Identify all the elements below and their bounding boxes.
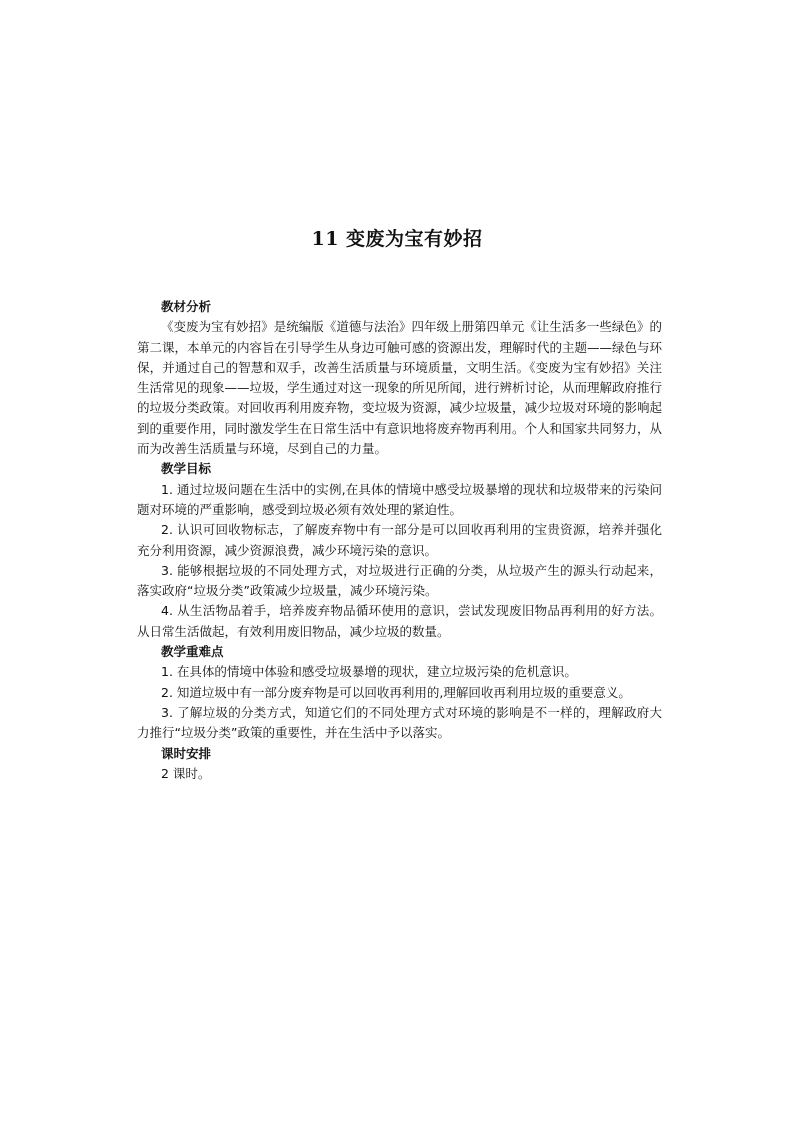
paragraph: 2 课时。 bbox=[161, 765, 211, 781]
section-textbook-analysis bbox=[137, 297, 662, 459]
paragraph: 4. 从生活物品着手，培养废弃物品循环使用的意识，尝试发现废旧物品再利用的好方法。从日常生活做起，有效利用废旧物品，减少垃圾的数量。 bbox=[137, 603, 662, 639]
section-heading: 课时安排 bbox=[161, 745, 212, 761]
paragraph: 2. 认识可回收物标志，了解废弃物中有一部分是可以回收再利用的宝贵资源，培养并强化充分利用资源，减少资源浪费，减少环境污染的意识。 bbox=[137, 522, 662, 558]
paragraph: 3. 了解垃圾的分类方式，知道它们的不同处理方式对环境的影响是不一样的，理解政府大力推行“垃圾分类”政策的重要性，并在生活中予以落实。 bbox=[137, 704, 662, 741]
section-key-difficulties bbox=[137, 642, 662, 743]
paragraph: 《变废为宝有妙招》是统编版《道德与法治》四年级上册第四单元《让生活多一些绿色》的第二课，本单元的内容旨在引导学生从身边可触可感的资源出发，理解时代的主题——绿色与环保，并通过自己的智慧和双手，改善生活质量与环境质量，文明生活。《变废为宝有妙招》关注生活常见的现象——垃圾，学生通过对这一现象的所见所闻，进行辨析讨论，从而理解政府推行的垃圾分类政策。对回收再利用废弃物，变垃圾为资源，减少垃圾量，减少垃圾对环境的影响起到的重要作用，同时激发学生在日常生活中有意识地将废弃物再利用。个人和国家共同努力，从而为改善生活质量与环境，尽到自己的力量。 bbox=[137, 319, 663, 457]
paragraph: 1. 通过垃圾问题在生活中的实例,在具体的情境中感受垃圾暴增的现状和垃圾带来的污染问题对环境的严重影响，感受到垃圾必须有效处理的紧迫性。 bbox=[137, 481, 662, 517]
section-heading: 教材分析 bbox=[161, 299, 212, 314]
document-title: 11 变废为宝有妙招 bbox=[311, 228, 483, 250]
section-teaching-goals bbox=[137, 459, 662, 642]
paragraph: 1. 在具体的情境中体验和感受垃圾暴增的现状，建立垃圾污染的危机意识。 bbox=[161, 664, 577, 680]
section-class-schedule bbox=[137, 744, 662, 785]
document-body bbox=[137, 297, 662, 784]
section-heading: 教学目标 bbox=[161, 461, 212, 477]
section-heading: 教学重难点 bbox=[161, 644, 224, 660]
paragraph: 3. 能够根据垃圾的不同处理方式，对垃圾进行正确的分类，从垃圾产生的源头行动起来，落实政府“垃圾分类”政策减少垃圾量，减少环境污染。 bbox=[137, 562, 662, 599]
paragraph: 2. 知道垃圾中有一部分废弃物是可以回收再利用的,理解回收再利用垃圾的重要意义。 bbox=[161, 684, 631, 700]
